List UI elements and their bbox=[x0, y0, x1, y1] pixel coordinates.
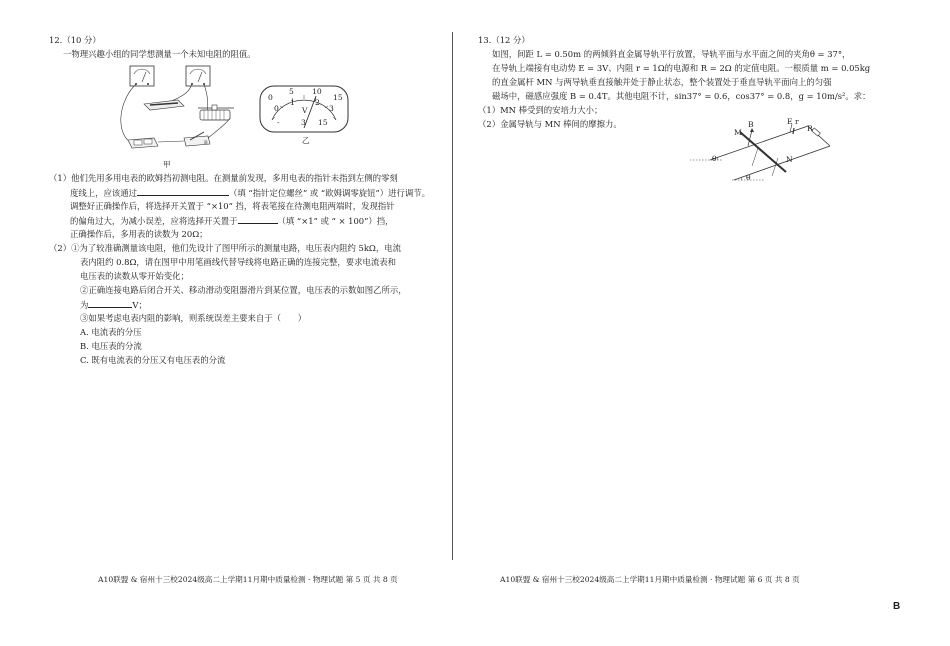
answer-blank-2[interactable] bbox=[238, 215, 278, 224]
battery-icon bbox=[128, 138, 158, 148]
rod-mn-icon bbox=[740, 132, 786, 172]
p2-line2: 表内阻约 0.8Ω，请在图甲中用笔画线代替导线将电路正确的连接完整，要求电流表和 bbox=[80, 257, 397, 267]
dial-top-5: 5 bbox=[289, 87, 294, 96]
p1-line5: 正确操作后，多用表的读数为 20Ω； bbox=[70, 229, 208, 239]
fig-label-m: M bbox=[734, 128, 742, 137]
q12-intro: 一物理兴趣小组的同学想测量一个未知电阻的阻值。 bbox=[63, 49, 256, 59]
fig-label-b: B bbox=[748, 120, 754, 129]
dial-bottom-3: 3 bbox=[329, 104, 334, 113]
dial-top-0: 0 bbox=[268, 93, 273, 102]
answer-blank-1[interactable] bbox=[137, 187, 229, 196]
corner-mark: B bbox=[893, 601, 901, 612]
figure-label-jia: 甲 bbox=[163, 160, 171, 169]
voltmeter-icon bbox=[130, 66, 154, 86]
terminal-15: 15 bbox=[318, 118, 328, 127]
footer-right: A10联盟 & 宿州十三校2024级高二上学期11月期中质量检测 · 物理试题 第 6 页 共 8 页 bbox=[500, 575, 800, 584]
p1-line1: （1）他们先用多用电表的欧姆挡初测电阻。在测量前发现，多用电表的指针未指到左侧的零刻 bbox=[49, 173, 398, 183]
dial-unit: V bbox=[302, 106, 308, 115]
circuit-figure-jia bbox=[108, 62, 243, 167]
resistor-board-icon bbox=[144, 100, 184, 110]
terminal-3: 3 bbox=[301, 118, 306, 127]
p2-line4: ②正确连接电路后闭合开关、移动滑动变阻器滑片到某位置，电压表的示数如图乙所示， bbox=[80, 285, 407, 295]
svg-text:B: B bbox=[204, 140, 208, 146]
p1-line2: 度线上，应该通过 （填 “指针定位螺丝” 或 “欧姆调零旋钮”）进行调节。 bbox=[70, 188, 430, 198]
rheostat-icon bbox=[198, 105, 234, 120]
p2-line5: 为 V； bbox=[80, 300, 147, 310]
option-a[interactable]: A. 电流表的分压 bbox=[80, 327, 142, 337]
answer-blank-3[interactable] bbox=[88, 299, 132, 308]
switch-icon bbox=[184, 132, 210, 146]
page-divider bbox=[452, 32, 453, 560]
q13-line1: 如图，间距 L = 0.50m 的两倾斜直金属导轨平行放置，导轨平面与水平面之间的夹角θ = 37°， bbox=[492, 49, 851, 59]
dial-top-10: 10 bbox=[312, 87, 322, 96]
figure-label-yi: 乙 bbox=[302, 136, 310, 145]
q13-part2: （2）金属导轨与 MN 棒间的摩擦力。 bbox=[478, 119, 622, 129]
q13-line2: 在导轨上端接有电动势 E = 3V、内阻 r = 1Ω的电源和 R = 2Ω 的定值电阻。一根质量 m = 0.05kg bbox=[492, 63, 871, 73]
q13-part1: （1）MN 棒受到的安培力大小； bbox=[478, 105, 603, 115]
option-b[interactable]: B. 电压表的分流 bbox=[80, 341, 142, 351]
fig-label-theta-1: θ bbox=[712, 154, 717, 163]
fig-label-n: N bbox=[786, 155, 793, 164]
fig-label-r: r bbox=[795, 117, 799, 126]
dial-bottom-1: 1 bbox=[290, 98, 295, 107]
dial-top-15: 15 bbox=[333, 93, 343, 102]
p2-line6: ③如果考虑电表内阻的影响，则系统误差主要来自于（ ） bbox=[80, 313, 307, 323]
q12-header: 12.（10 分） bbox=[49, 35, 101, 45]
fig-label-big-r: R bbox=[807, 124, 813, 133]
rail-figure bbox=[688, 118, 838, 190]
p1-line4: 的偏角过大，为减小误差，应将选择开关置于 （填 “×1” 或 “ × 100”）挡， bbox=[70, 216, 394, 226]
p2-line3: 电压表的读数从零开始变化； bbox=[80, 271, 189, 281]
dial-bottom-2: 2 bbox=[315, 98, 320, 107]
footer-left: A10联盟 & 宿州十三校2024级高二上学期11月期中质量检测 · 物理试题 第 5 页 共 8 页 bbox=[98, 575, 398, 584]
option-c[interactable]: C. 既有电流表的分压又有电压表的分流 bbox=[80, 355, 226, 365]
q13-header: 13.（12 分） bbox=[478, 35, 530, 45]
p2-line1: （2）①为了较准确测量该电阻，他们先设计了图甲所示的测量电路，电压表内阻约 5kΩ，电流 bbox=[49, 243, 401, 253]
fig-label-e: E bbox=[787, 117, 793, 126]
ammeter-icon bbox=[186, 66, 210, 86]
q13-line4: 磁场中，磁感应强度 B = 0.4T。其他电阻不计，sin37° = 0.6，cos37° = 0.8，g = 10m/s²。求： bbox=[492, 91, 871, 101]
fig-label-theta-2: θ bbox=[746, 173, 751, 182]
q13-line3: 的直金属杆 MN 与两导轨垂直接触并处于静止状态，整个装置处于垂直导轨平面向上的匀强 bbox=[492, 77, 832, 87]
dial-bottom-0: 0 bbox=[274, 104, 279, 113]
p1-line3: 调整好正确操作后，将选择开关置于 “×10” 挡，将表笔接在待测电阻两端时，发现指针 bbox=[70, 201, 395, 211]
terminal-minus: - bbox=[277, 118, 280, 127]
